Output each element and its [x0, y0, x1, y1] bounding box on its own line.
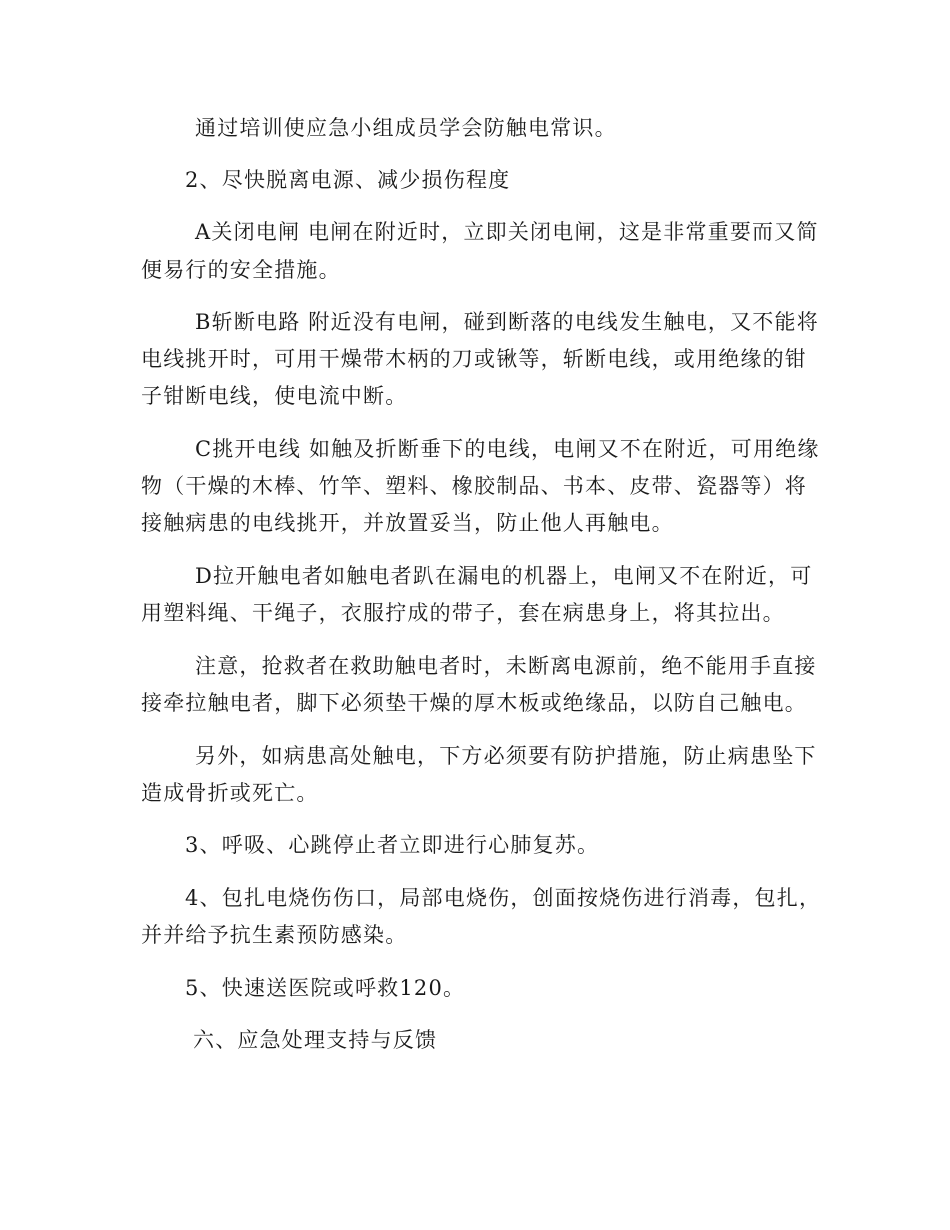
paragraph-line: 子钳断电线，使电流中断。	[141, 384, 408, 408]
section-heading: 3、呼吸、心跳停止者立即进行心肺复苏。	[185, 833, 600, 857]
paragraph-line: 造成骨折或死亡。	[141, 781, 319, 805]
section-heading: 5、快速送医院或呼救120。	[185, 976, 466, 1000]
paragraph-line: C挑开电线 如触及折断垂下的电线，电闸又不在附近，可用绝缘	[195, 437, 820, 461]
section-heading: 4、包扎电烧伤伤口，局部电烧伤，创面按烧伤进行消毒，包扎，	[185, 886, 822, 910]
paragraph-line: 电线挑开时，可用干燥带木柄的刀或锹等，斩断电线，或用绝缘的钳	[141, 347, 807, 371]
paragraph-line: 通过培训使应急小组成员学会防触电常识。	[195, 116, 617, 140]
paragraph-line: D拉开触电者如触电者趴在漏电的机器上，电闸又不在附近，可	[195, 564, 813, 588]
paragraph-line: A关闭电闸 电闸在附近时，立即关闭电闸，这是非常重要而又简	[195, 220, 819, 244]
paragraph-line: 注意，抢救者在救助触电者时，未断离电源前，绝不能用手直接	[195, 654, 817, 678]
paragraph-line: 并并给予抗生素预防感染。	[141, 923, 408, 947]
paragraph-line: 便易行的安全措施。	[141, 258, 341, 282]
paragraph-line: 接牵拉触电者，脚下必须垫干燥的厚木板或绝缘品，以防自己触电。	[141, 691, 807, 715]
chapter-heading: 六、应急处理支持与反馈	[193, 1028, 438, 1052]
paragraph-line: 另外，如病患高处触电，下方必须要有防护措施，防止病患坠下	[195, 744, 817, 768]
section-heading: 2、尽快脱离电源、减少损伤程度	[185, 168, 511, 192]
paragraph-line: 接触病患的电线挑开，并放置妥当，防止他人再触电。	[141, 511, 674, 535]
paragraph-line: B斩断电路 附近没有电闸，碰到断落的电线发生触电，又不能将	[195, 310, 819, 334]
paragraph-line: 物（干燥的木棒、竹竿、塑料、橡胶制品、书本、皮带、瓷器等）将	[141, 474, 807, 498]
paragraph-line: 用塑料绳、干绳子，衣服拧成的带子，套在病患身上，将其拉出。	[141, 601, 785, 625]
